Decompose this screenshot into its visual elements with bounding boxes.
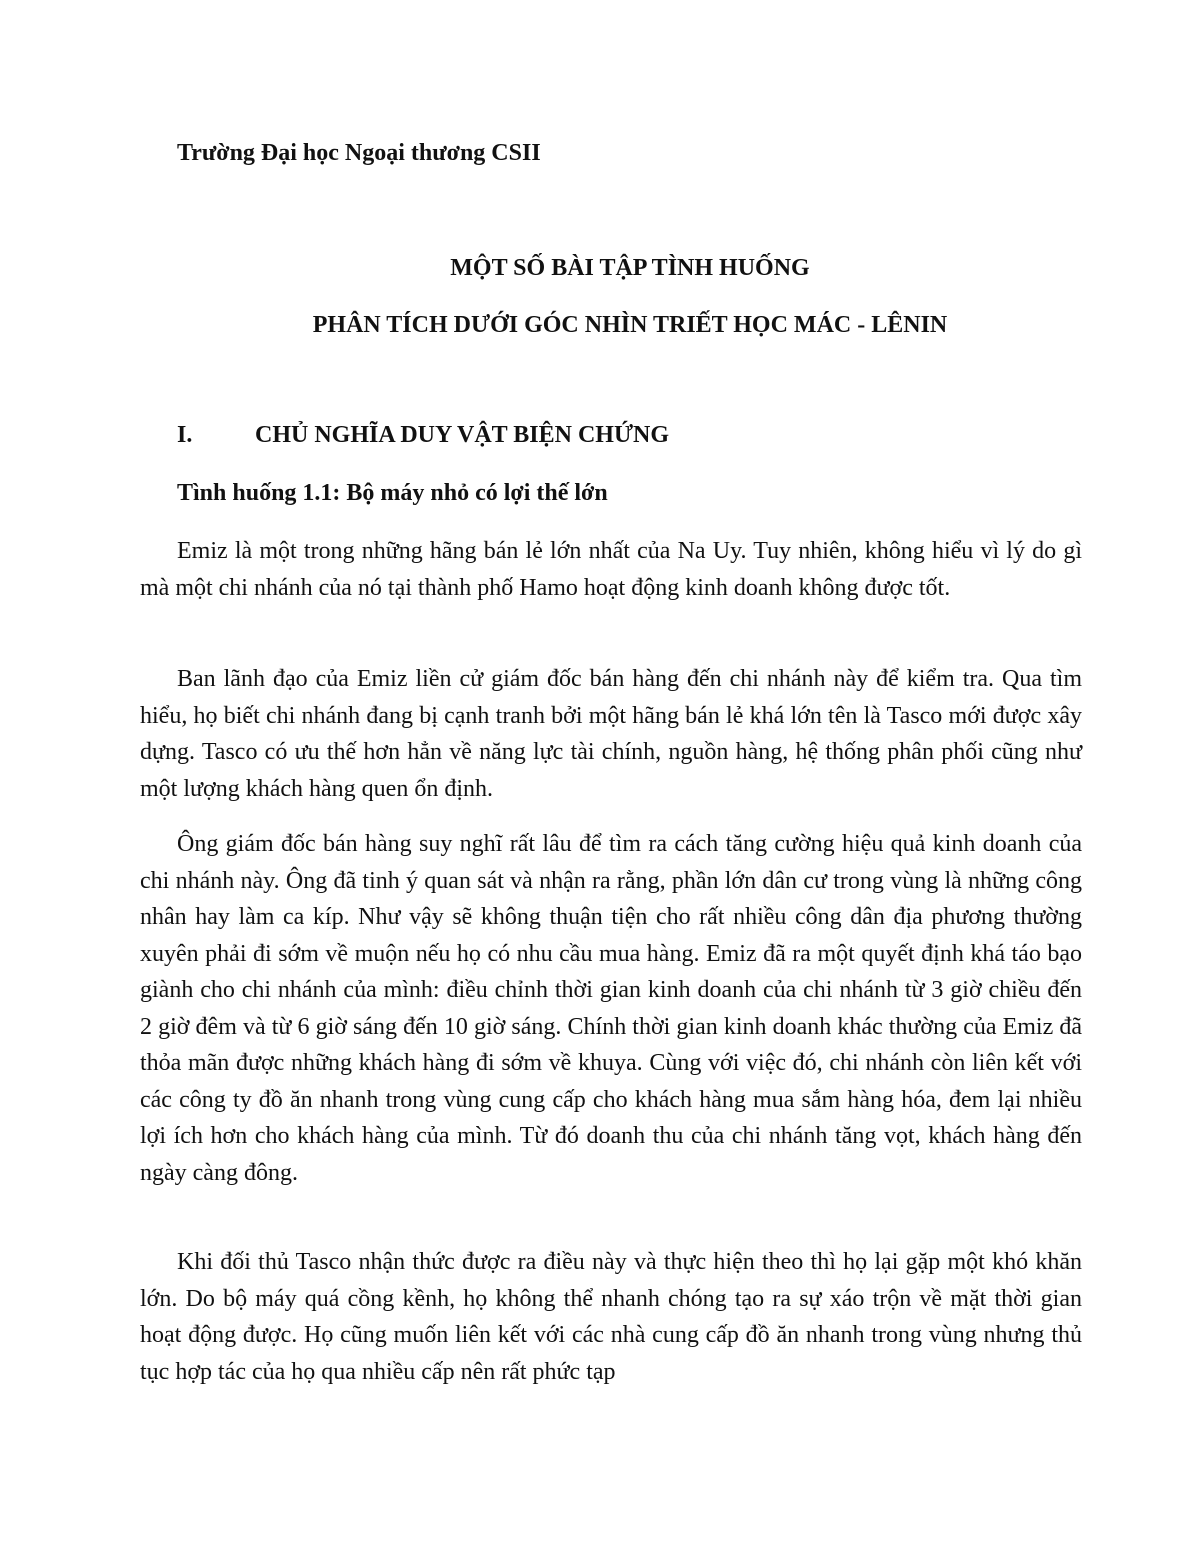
section-title: CHỦ NGHĨA DUY VẬT BIỆN CHỨNG (255, 422, 670, 448)
document-title-line-1: MỘT SỐ BÀI TẬP TÌNH HUỐNG (450, 255, 810, 281)
paragraph-3: Ông giám đốc bán hàng suy nghĩ rất lâu để tìm ra cách tăng cường hiệu quả kinh doanh của chi nhánh này. Ông đã tinh ý quan sát và nhận ra rằng, phần lớn dân cư trong vùng là những công nhân hay làm ca kíp. Như vậy sẽ không thuận tiện cho rất nhiều công dân địa phương thường xuyên phải đi sớm về muộn nếu họ có nhu cầu mua hàng. Emiz đã ra một quyết định khá táo bạo giành cho chi nhánh của mình: điều chỉnh thời gian kinh doanh của chi nhánh từ 3 giờ chiều đến 2 giờ đêm và từ 6 giờ sáng đến 10 giờ sáng. Chính thời gian kinh doanh khác thường của Emiz đã thỏa mãn được những khách hàng đi sớm về khuya. Cùng với việc đó, chi nhánh còn liên kết với các công ty đồ ăn nhanh trong vùng cung cấp cho khách hàng mua sắm hàng hóa, đem lại nhiều lợi ích hơn cho khách hàng của mình. Từ đó doanh thu của chi nhánh tăng vọt, khách hàng đến ngày càng đông. (140, 831, 1082, 1186)
paragraph-4: Khi đối thủ Tasco nhận thức được ra điều này và thực hiện theo thì họ lại gặp một khó khăn lớn. Do bộ máy quá cồng kềnh, họ không thể nhanh chóng tạo ra sự xáo trộn về mặt thời gian hoạt động được. Họ cũng muốn liên kết với các nhà cung cấp đồ ăn nhanh trong vùng nhưng thủ tục hợp tác của họ qua nhiều cấp nên rất phức tạp (140, 1249, 1082, 1385)
school-name: Trường Đại học Ngoại thương CSII (177, 140, 541, 166)
section-number: I. (177, 422, 193, 448)
paragraph-2: Ban lãnh đạo của Emiz liền cử giám đốc bán hàng đến chi nhánh này để kiểm tra. Qua tìm hiểu, họ biết chi nhánh đang bị cạnh tranh bởi một hãng bán lẻ khá lớn tên là Tasco mới được xây dựng. Tasco có ưu thế hơn hẳn về năng lực tài chính, nguồn hàng, hệ thống phân phối cũng như một lượng khách hàng quen ổn định. (140, 666, 1082, 802)
paragraph-1: Emiz là một trong những hãng bán lẻ lớn nhất của Na Uy. Tuy nhiên, không hiểu vì lý do gì mà một chi nhánh của nó tại thành phố Hamo hoạt động kinh doanh không được tốt. (140, 538, 1082, 601)
case-title: Tình huống 1.1: Bộ máy nhỏ có lợi thế lớn (177, 480, 608, 506)
section-heading (177, 422, 669, 449)
document-title-line-2: PHÂN TÍCH DƯỚI GÓC NHÌN TRIẾT HỌC MÁC - LÊNIN (312, 312, 948, 338)
